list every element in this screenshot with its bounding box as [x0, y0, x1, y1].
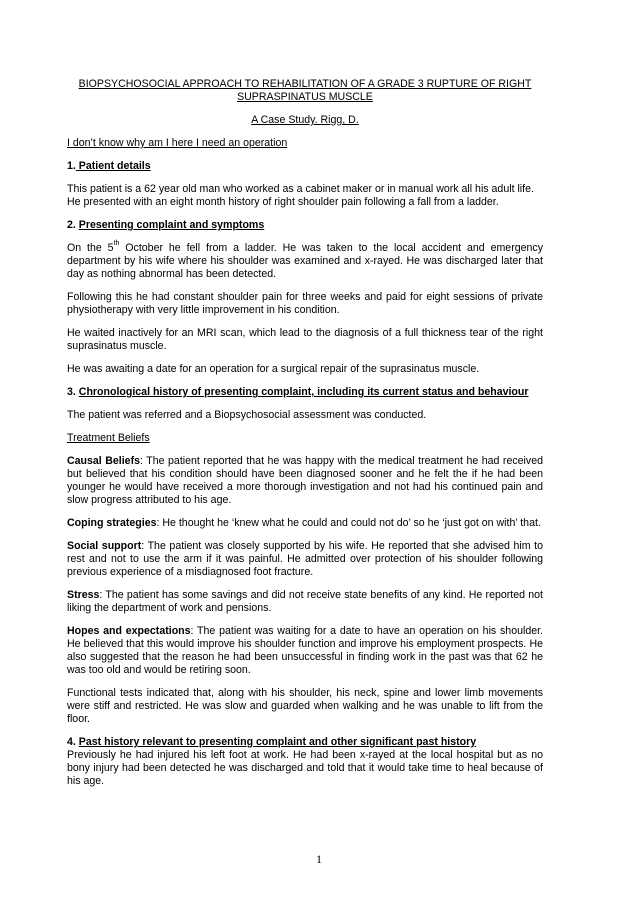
hopes-expectations-paragraph: Hopes and expectations: The patient was waiting for a date to have an operation on his shoulder. He believed that this would improve his shoulder function and improve his employment prospects. He also suggested that the reason he had been unsuccessful in finding work in the past was that 62 he was too old and would be retiring soon. [67, 625, 544, 676]
treatment-beliefs-label: Treatment Beliefs [67, 432, 150, 444]
subtitle: A Case Study. Rigg, D. [251, 114, 359, 126]
section-2-paragraph-2: Following this he had constant shoulder pain for three weeks and paid for eight sessions of private physiotherapy with very little improvement in his condition. [67, 291, 543, 316]
section-3-heading: 3. Chronological history of presenting complaint, including its current status and behaviour [67, 386, 529, 398]
section-1-heading: 1. Patient details [67, 160, 151, 172]
section-2-heading: 2. Presenting complaint and symptoms [67, 219, 265, 231]
section-2-paragraph-4: He was awaiting a date for an operation for a surgical repair of the suprasinatus muscle. [67, 363, 480, 375]
page-number: 1 [316, 852, 322, 866]
functional-tests-paragraph: Functional tests indicated that, along with his shoulder, his neck, spine and lower limb movements were stiff and restricted. He was slow and guarded when walking and he was unable to lift from the floor. [67, 687, 543, 725]
section-1-paragraph: This patient is a 62 year old man who worked as a cabinet maker or in manual work all his adult life. He presented with an eight month history of right shoulder pain following a fall from a ladder. [67, 183, 534, 208]
section-4-paragraph: Previously he had injured his left foot at work. He had been x-rayed at the local hospital but as no bony injury had been detected he was discharged and told that it would take time to heal because of his age. [67, 749, 543, 787]
section-2-paragraph-1: On the 5th October he fell from a ladder. He was taken to the local accident and emergency department by his wife where his shoulder was examined and x-rayed. He was discharged later that day as nothing abnormal has been detected. [67, 240, 544, 280]
social-support-paragraph: Social support: The patient was closely supported by his wife. He reported that she advised him to rest and not to use the arm if it was painful. He admitted over protection of his shoulder following previous experience of a misdiagnosed foot fracture. [67, 540, 544, 578]
stress-paragraph: Stress: The patient has some savings and did not receive state benefits of any kind. He reported not liking the department of work and pensions. [67, 589, 543, 614]
title-line-1: BIOPSYCHOSOCIAL APPROACH TO REHABILITATION OF A GRADE 3 RUPTURE OF RIGHT [78, 78, 532, 90]
coping-strategies-paragraph: Coping strategies: He thought he ‘knew what he could and could not do’ so he ‘just got on with’ that. [67, 517, 541, 529]
section-3-paragraph-1: The patient was referred and a Biopsychosocial assessment was conducted. [67, 409, 427, 421]
section-4-heading: 4. Past history relevant to presenting complaint and other significant past history [67, 736, 477, 748]
title-line-2: SUPRASPINATUS MUSCLE [237, 91, 373, 103]
document-page [67, 78, 543, 788]
section-2-paragraph-3: He waited inactively for an MRI scan, which lead to the diagnosis of a full thickness tear of the right suprasinatus muscle. [67, 327, 543, 352]
causal-beliefs-paragraph: Causal Beliefs: The patient reported that he was happy with the medical treatment he had received but believed that his condition should have been diagnosed sooner and he felt the if he had been younger he would have received a more thorough investigation and not had his continued pain and slow progress attributed to his age. [67, 455, 543, 506]
patient-quote: I don’t know why am I here I need an operation [67, 137, 288, 149]
